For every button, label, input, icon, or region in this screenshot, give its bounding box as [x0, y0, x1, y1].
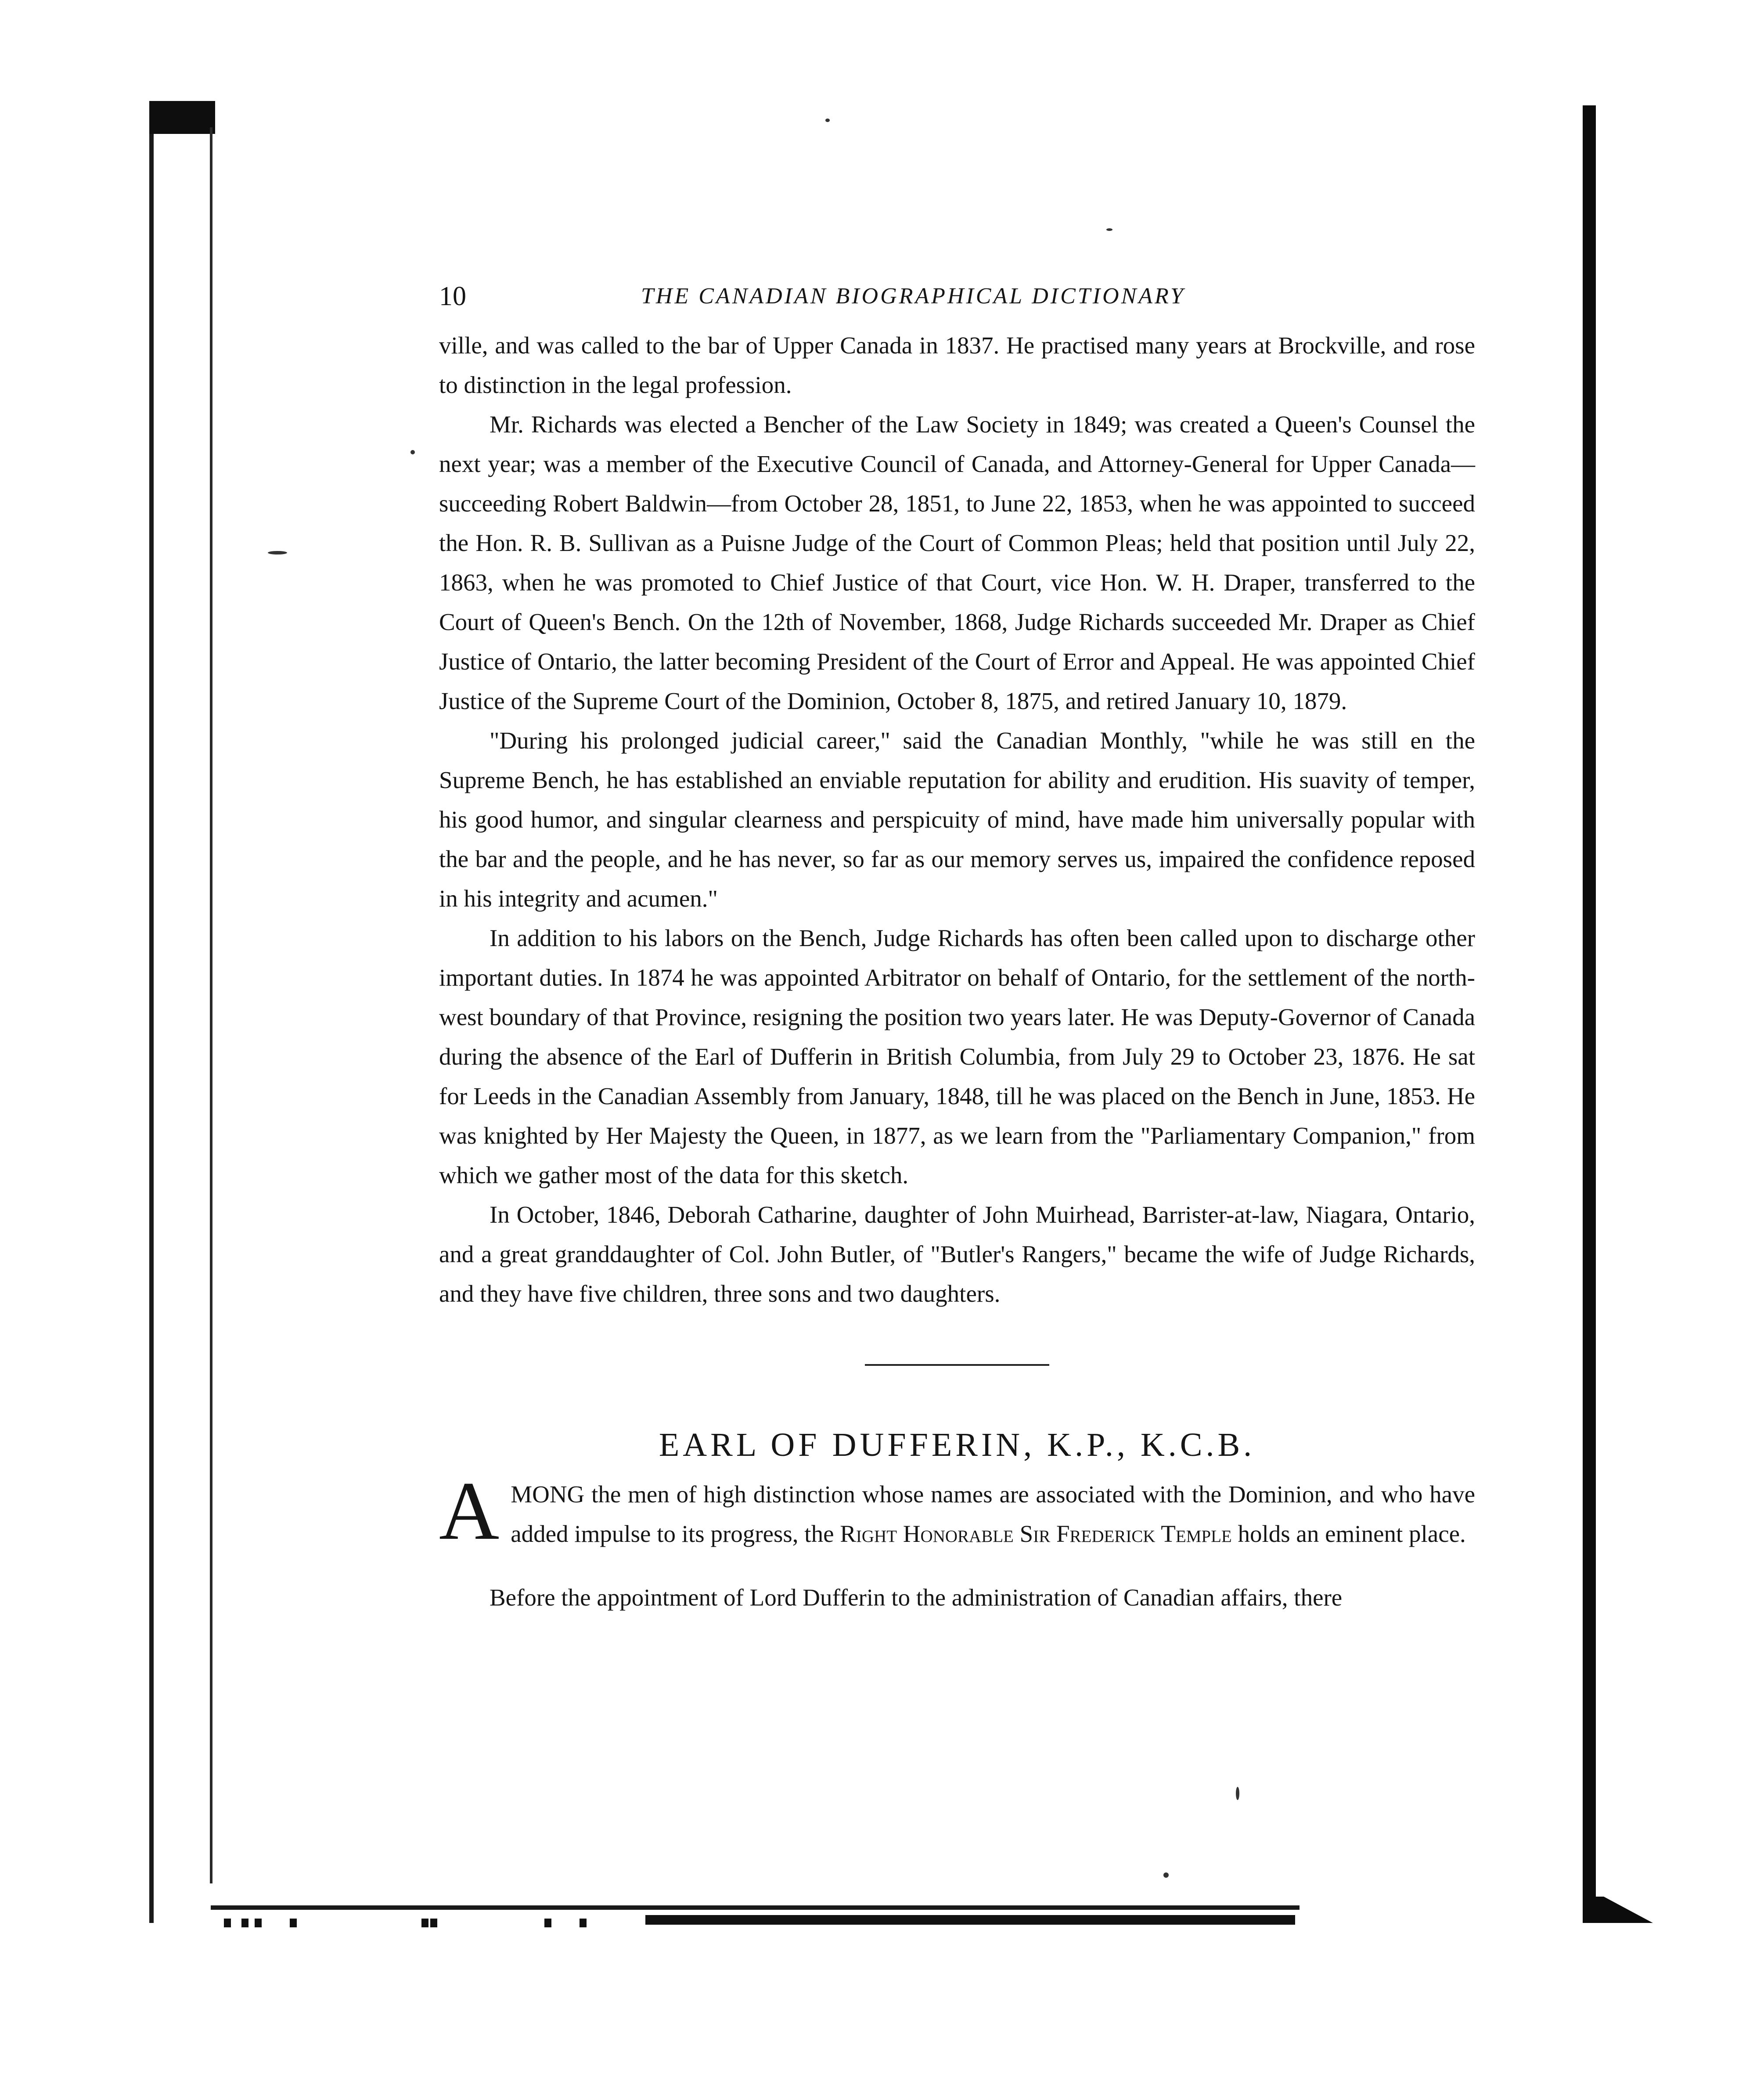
scan-speck: [1163, 1872, 1169, 1878]
intro-name: Right Honorable Sir Frederick Temple: [840, 1520, 1232, 1547]
paragraph: "During his prolonged judicial career," said the Canadian Monthly, "while he was still en the Supreme Bench, he has established an enviable reputation for ability and erudition. His suavity of temper, his good humor, and singular clearness and perspicuity of mind, have made him universally popular with the bar and the people, and he has never, so far as our memory serves us, impaired the confidence reposed in his integrity and acumen.": [439, 727, 1475, 912]
scan-border-bottom: [211, 1905, 1300, 1910]
intro-lead: MONG the men of high distinction whose names are associated with the Dominion, and who have added impulse to its progress, the: [511, 1481, 1475, 1547]
paragraph: Before the appointment of Lord Dufferin to the administration of Canadian affairs, there: [490, 1584, 1343, 1611]
section-intro: [439, 1465, 1475, 1557]
paragraph: In addition to his labors on the Bench, Judge Richards has often been called upon to discharge other important duties. In 1874 he was appointed Arbitrator on behalf of Ontario, for the settlement of the north-west boundary of that Province, resigning the position two years later. He was Deputy-Governor of Canada during the absence of the Earl of Dufferin in British Columbia, from July 29 to October 23, 1876. He sat for Leeds in the Canadian Assembly from January, 1848, till he was placed on the Bench in June, 1853. He was knighted by Her Majesty the Queen, in 1877, as we learn from the "Parliamentary Companion," from which we gather most of the data for this sketch.: [439, 925, 1475, 1188]
paragraph: In October, 1846, Deborah Catharine, daughter of John Muirhead, Barrister-at-law, Niagara, Ontario, and a great granddaughter of Col. John Butler, of "Butler's Rangers," became the wife of Judge Richards, and they have five children, three sons and two daughters.: [439, 1201, 1475, 1307]
running-title: THE CANADIAN BIOGRAPHICAL DICTIONARY: [641, 284, 1185, 309]
section-title: EARL OF DUFFERIN, K.P., K.C.B.: [659, 1426, 1256, 1463]
scan-speck: [1106, 228, 1112, 231]
scan-speck: [410, 450, 415, 454]
scan-speck: [268, 551, 287, 554]
section-divider: [865, 1364, 1049, 1366]
scan-speck: [825, 119, 830, 122]
page-number: 10: [439, 281, 466, 311]
scan-border-left: [149, 101, 154, 1923]
scan-border-right-foot: [1583, 1897, 1653, 1923]
scan-border-corner: [149, 101, 215, 134]
paragraph: ville, and was called to the bar of Upper Canada in 1837. He practised many years at Brockville, and rose to distinction in the legal profession.: [439, 332, 1475, 398]
scan-border-inner: [210, 127, 212, 1883]
page-body: [439, 326, 1475, 1617]
running-head: [439, 279, 1475, 314]
paragraph: Mr. Richards was elected a Bencher of the Law Society in 1849; was created a Queen's Counsel the next year; was a member of the Executive Council of Canada, and Attorney-General for Upper Canada—succeeding Robert Baldwin—from October 28, 1851, to June 22, 1853, when he was appointed to succeed the Hon. R. B. Sullivan as a Puisne Judge of the Court of Common Pleas; held that position until July 22, 1863, when he was promoted to Chief Justice of that Court, vice Hon. W. H. Draper, transferred to the Court of Queen's Bench. On the 12th of November, 1868, Judge Richards succeeded Mr. Draper as Chief Justice of Ontario, the latter becoming President of the Court of Error and Appeal. He was appointed Chief Justice of the Supreme Court of the Dominion, October 8, 1875, and retired January 10, 1879.: [439, 411, 1475, 714]
drop-cap: A: [439, 1465, 500, 1557]
scan-speck: [1236, 1787, 1239, 1800]
scan-edge-marks: [184, 1919, 645, 1928]
intro-tail: holds an eminent place.: [1238, 1520, 1466, 1547]
scan-border-right: [1583, 105, 1596, 1923]
scan-border-bottom-bar: [645, 1915, 1295, 1925]
